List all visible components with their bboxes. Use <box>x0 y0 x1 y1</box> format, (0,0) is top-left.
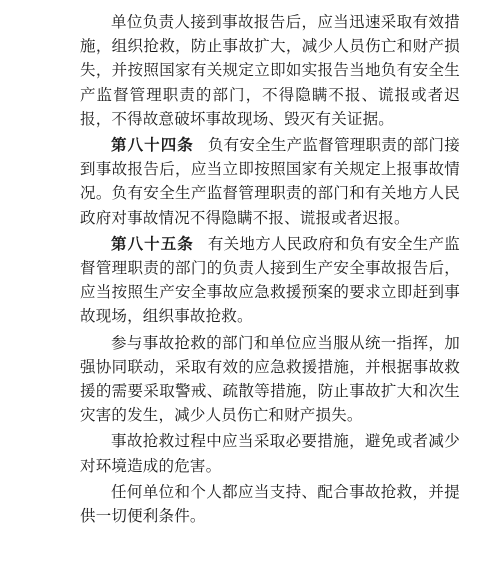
paragraph-text: 有关地方人民政府和负有安全生产监督管理职责的部门的负责人接到生产安全事故报告后，应当按照生产安全事故应急救援预案的要求立即赶到事故现场，组织事故抢救。 <box>80 234 460 326</box>
article-84 <box>80 133 460 230</box>
paragraph-support <box>80 480 460 528</box>
paragraph-accident-response <box>80 10 460 131</box>
paragraph-text: 单位负责人接到事故报告后，应当迅速采取有效措施，组织抢救，防止事故扩大，减少人员伤亡和财产损失，并按照国家有关规定立即如实报告当地负有安全生产监督管理职责的部门，不得隐瞒不报、谎报或者迟报，不得故意破坏事故现场、毁灭有关证据。 <box>80 13 460 128</box>
paragraph-environment <box>80 429 460 477</box>
article-heading: 第八十四条 <box>111 135 194 155</box>
article-heading: 第八十五条 <box>111 233 194 253</box>
paragraph-rescue-coordination <box>80 331 460 428</box>
paragraph-text: 负有安全生产监督管理职责的部门接到事故报告后，应当立即按照国家有关规定上报事故情况。负有安全生产监督管理职责的部门和有关地方人民政府对事故情况不得隐瞒不报、谎报或者迟报。 <box>80 136 460 227</box>
article-85 <box>80 232 460 329</box>
paragraph-text: 事故抢救过程中应当采取必要措施，避免或者减少对环境造成的危害。 <box>80 432 460 475</box>
paragraph-text: 参与事故抢救的部门和单位应当服从统一指挥，加强协同联动，采取有效的应急救援措施，并根据事故救援的需要采取警戒、疏散等措施，防止事故扩大和次生灾害的发生，减少人员伤亡和财产损失。 <box>80 333 460 425</box>
paragraph-text: 任何单位和个人都应当支持、配合事故抢救，并提供一切便利条件。 <box>80 482 460 526</box>
